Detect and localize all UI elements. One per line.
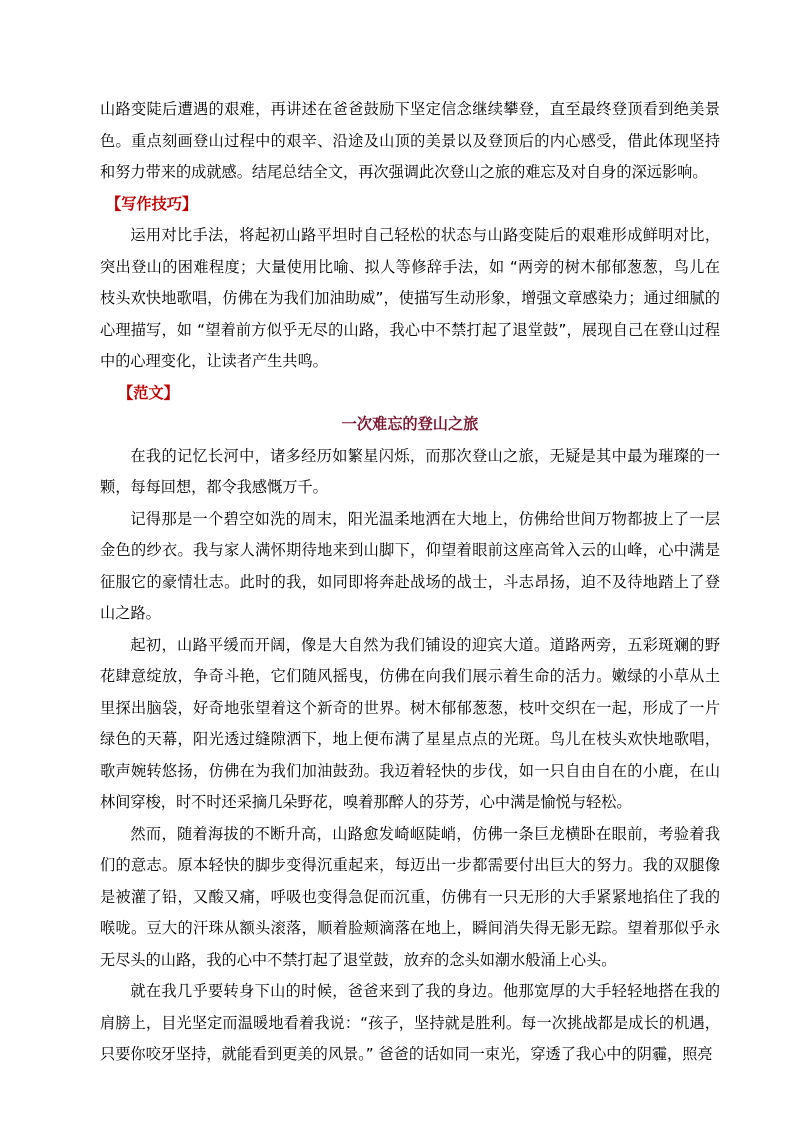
essay-paragraph-3: 起初，山路平缓而开阔，像是大自然为我们铺设的迎宾大道。道路两旁，五彩斑斓的野花肆意绽放，争奇斗艳，它们随风摇曳，仿佛在向我们展示着生命的活力。嫩绿的小草从土里探出脑袋，好奇地张望着这个新奇的世界。树木郁郁葱葱，枝叶交织在一起，形成了一片绿色的天幕，阳光透过缝隙洒下，地上便布满了星星点点的光斑。鸟儿在枝头欢快地歌唱，歌声婉转悠扬，仿佛在为我们加油鼓劲。我迈着轻快的步伐，如一只自由自在的小鹿，在山林间穿梭，时不时还采摘几朵野花，嗅着那醉人的芬芳，心中满是愉悦与轻松。 bbox=[100, 635, 720, 811]
writing-skills-paragraph: 运用对比手法，将起初山路平坦时自己轻松的状态与山路变陡后的艰难形成鲜明对比，突出登山的困难程度；大量使用比喻、拟人等修辞手法，如 “两旁的树木郁郁葱葱，鸟儿在枝头欢快地歌唱，仿佛在为我们加油助威”，使描写生动形象，增强文章感染力；通过细腻的心理描写，如 “望着前方似乎无尽的山路，我心中不禁打起了退堂鼓”，展现自己在登山过程中的心理变化，让读者产生共鸣。 bbox=[100, 226, 720, 370]
essay-paragraph-5: 就在我几乎要转身下山的时候，爸爸来到了我的身边。他那宽厚的大手轻轻地搭在我的肩膀上，目光坚定而温暖地看着我说：“孩子，坚持就是胜利。每一次挑战都是成长的机遇，只要你咬牙坚持，就能看到更美的风景。” 爸爸的话如同一束光，穿透了我心中的阴霾，照亮 bbox=[100, 982, 720, 1063]
document-content bbox=[100, 94, 720, 1071]
writing-skills-heading: 【写作技巧】 bbox=[106, 194, 198, 213]
essay-paragraph-1: 在我的记忆长河中，诸多经历如繁星闪烁，而那次登山之旅，无疑是其中最为璀璨的一颗，每每回想，都令我感慨万千。 bbox=[100, 446, 720, 496]
intro-paragraph: 山路变陡后遭遇的艰难，再讲述在爸爸鼓励下坚定信念继续攀登，直至最终登顶看到绝美景色。重点刻画登山过程中的艰辛、沿途及山顶的美景以及登顶后的内心感受，借此体现坚持和努力带来的成就感。结尾总结全文，再次强调此次登山之旅的难忘及对自身的深远影响。 bbox=[100, 100, 720, 181]
essay-title: 一次难忘的登山之旅 bbox=[341, 415, 479, 433]
model-essay-heading: 【范文】 bbox=[118, 383, 179, 402]
essay-paragraph-2: 记得那是一个碧空如洗的周末，阳光温柔地洒在大地上，仿佛给世间万物都披上了一层金色的纱衣。我与家人满怀期待地来到山脚下，仰望着眼前这座高耸入云的山峰，心中满是征服它的豪情壮志。此时的我，如同即将奔赴战场的战士，斗志昂扬，迫不及待地踏上了登山之路。 bbox=[100, 509, 720, 622]
essay-paragraph-4: 然而，随着海拔的不断升高，山路愈发崎岖陡峭，仿佛一条巨龙横卧在眼前，考验着我们的意志。原本轻快的脚步变得沉重起来，每迈出一步都需要付出巨大的努力。我的双腿像是被灌了铅，又酸又痛，呼吸也变得急促而沉重，仿佛有一只无形的大手紧紧地掐住了我的喉咙。豆大的汗珠从额头滚落，顺着脸颊滴落在地上，瞬间消失得无影无踪。望着那似乎永无尽头的山路，我的心中不禁打起了退堂鼓，放弃的念头如潮水般涌上心头。 bbox=[100, 824, 720, 969]
